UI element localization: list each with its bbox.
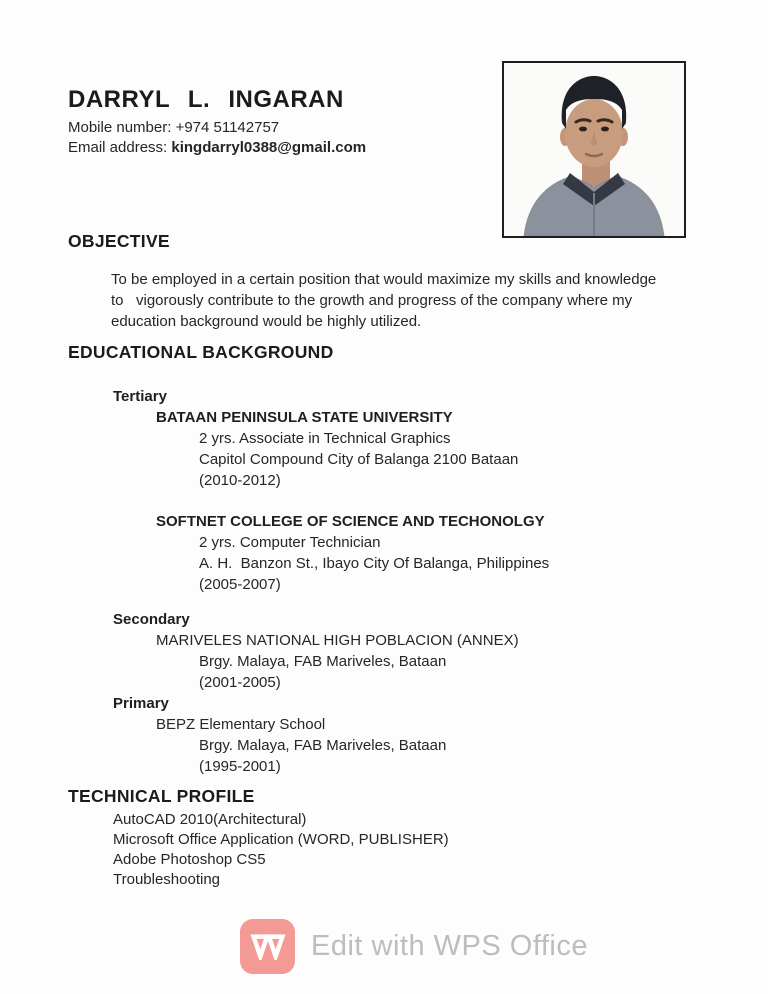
school-name: BATAAN PENINSULA STATE UNIVERSITY [156,409,453,426]
school-detail: 2 yrs. Associate in Technical Graphics [199,430,451,447]
watermark-label: Edit with WPS Office [311,930,588,962]
email-line [68,139,366,156]
school-detail: (2005-2007) [199,576,281,593]
school-detail: (1995-2001) [199,758,281,775]
mobile-number-line [68,119,279,136]
mobile-label: Mobile number: [68,119,176,136]
education-level-primary: Primary [113,695,169,712]
technical-skill-item: Troubleshooting [113,871,221,888]
school-name: SOFTNET COLLEGE OF SCIENCE AND TECHONOLGY [156,513,545,530]
portrait-illustration [504,63,684,236]
education-level-secondary: Secondary [113,611,190,628]
school-detail: (2001-2005) [199,674,281,691]
technical-profile-heading: TECHNICAL PROFILE [68,786,255,806]
school-detail: A. H. Banzon St., Ibayo City Of Balanga, Philippines [199,555,550,572]
education-level-tertiary: Tertiary [113,388,167,405]
technical-skill-item: AutoCAD 2010(Architectural) [113,811,307,828]
email-value: kingdarryl0388@gmail.com [171,139,367,156]
technical-skill-list [113,810,449,890]
applicant-id-photo [502,61,686,238]
wps-office-logo-icon [240,919,295,974]
education-section [0,386,768,777]
technical-skill-item: Microsoft Office Application (WORD, PUBLISHER) [113,831,449,848]
wps-office-watermark[interactable] [240,919,588,974]
objective-line: To be employed in a certain position that would maximize my skills and knowledge [111,271,657,288]
school-detail: Capitol Compound City of Balanga 2100 Bataan [199,451,519,468]
objective-paragraph [111,269,656,332]
school-name: MARIVELES NATIONAL HIGH POBLACION (ANNEX) [156,632,519,649]
school-name: BEPZ Elementary School [156,716,326,733]
school-detail: Brgy. Malaya, FAB Mariveles, Bataan [199,653,447,670]
objective-line: education background would be highly utilized. [111,313,422,330]
school-detail: (2010-2012) [199,472,281,489]
education-heading: EDUCATIONAL BACKGROUND [68,342,334,362]
email-label: Email address: [68,139,172,156]
applicant-name: DARRYL L. INGARAN [68,86,344,113]
school-detail: Brgy. Malaya, FAB Mariveles, Bataan [199,737,447,754]
objective-heading: OBJECTIVE [68,231,170,251]
wps-w-glyph [250,933,286,960]
technical-skill-item: Adobe Photoshop CS5 [113,851,266,868]
objective-line: to vigorously contribute to the growth and progress of the company where my [111,292,633,309]
mobile-value: +974 51142757 [175,119,280,136]
school-detail: 2 yrs. Computer Technician [199,534,381,551]
